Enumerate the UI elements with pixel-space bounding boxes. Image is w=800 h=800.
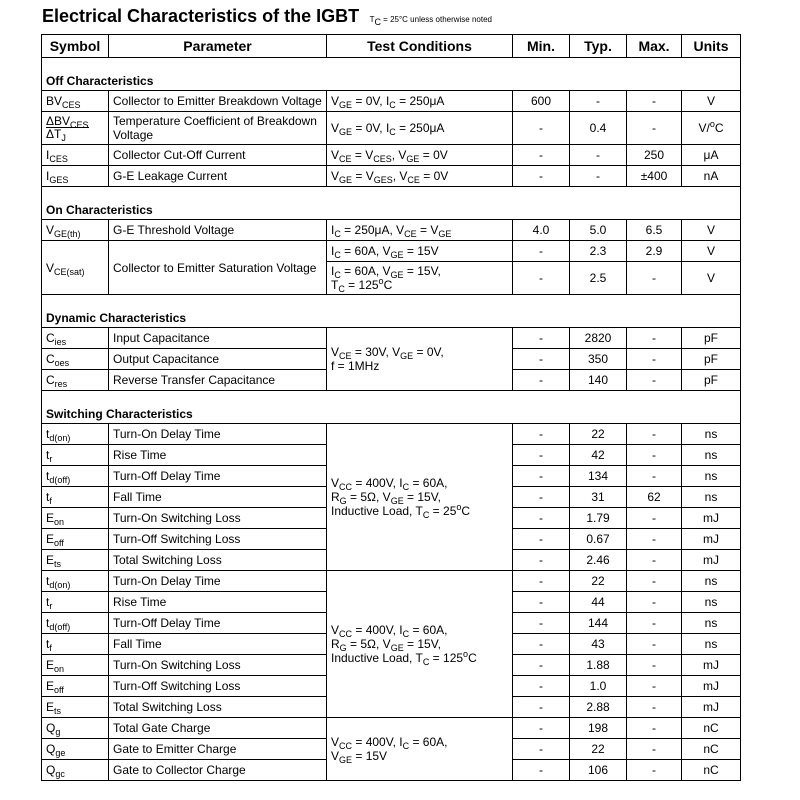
header-test-conditions: Test Conditions	[327, 35, 513, 58]
param-vgeth: G-E Threshold Voltage	[109, 220, 327, 241]
unit-vcesat1: V	[682, 241, 741, 262]
typ-dbv: 0.4	[570, 112, 627, 145]
min-iges: -	[513, 166, 570, 187]
header-parameter: Parameter	[109, 35, 327, 58]
page-title	[42, 6, 492, 27]
symbol-eon2: $E_{on}$	[46, 658, 65, 674]
min-eoff2: -	[513, 676, 570, 697]
min-tf1: -	[513, 487, 570, 508]
max-ices: 250	[627, 145, 682, 166]
max-iges: ±400	[627, 166, 682, 187]
symbol-cell	[42, 571, 109, 592]
param-dbv: Temperature Coefficient of Breakdown Voltage	[109, 112, 327, 145]
symbol-cell	[42, 760, 109, 781]
max-vgeth: 6.5	[627, 220, 682, 241]
symbol-cell	[42, 718, 109, 739]
symbol-cell	[42, 424, 109, 445]
max-coes: -	[627, 349, 682, 370]
unit-vgeth: V	[682, 220, 741, 241]
symbol-cell	[42, 91, 109, 112]
min-eoff1: -	[513, 529, 570, 550]
conditions-gate: $V_{CC} = 400V$, $I_C = 60A$, $V_{GE} = 15V$	[327, 718, 513, 781]
typ-tdon1: 22	[570, 424, 627, 445]
max-tdon2: -	[627, 571, 682, 592]
section-row-switching	[42, 391, 741, 424]
max-qge: -	[627, 739, 682, 760]
symbol-iges: $I_{GES}$	[46, 169, 69, 185]
max-dbv: -	[627, 112, 682, 145]
symbol-cell	[42, 166, 109, 187]
symbol-vcesat1: $V_{CE(sat)}$	[46, 260, 85, 277]
symbol-qgc: $Q_{gc}$	[46, 763, 65, 779]
unit-ets1: mJ	[682, 550, 741, 571]
conditions-dbv: $V_{GE} = 0V$, $I_C = 250\mu A$	[327, 112, 513, 145]
symbol-tdon2: $t_{d(on)}$	[46, 574, 71, 590]
max-vcesat2: -	[627, 262, 682, 295]
max-vcesat1: 2.9	[627, 241, 682, 262]
table-row	[42, 220, 741, 241]
symbol-tdon1: $t_{d(on)}$	[46, 427, 71, 443]
symbol-cies: $C_{ies}$	[46, 331, 67, 347]
symbol-cell	[42, 241, 109, 295]
symbol-cell	[42, 349, 109, 370]
max-ets1: -	[627, 550, 682, 571]
typ-eoff2: 1.0	[570, 676, 627, 697]
conditions-iges: $V_{GE} = V_{GES}$, $V_{CE} = 0V$	[327, 166, 513, 187]
typ-eon2: 1.88	[570, 655, 627, 676]
min-qgc: -	[513, 760, 570, 781]
max-tdoff1: -	[627, 466, 682, 487]
symbol-cell	[42, 487, 109, 508]
typ-cies: 2820	[570, 328, 627, 349]
section-title-switching: Switching Characteristics	[42, 391, 741, 424]
unit-tdoff2: ns	[682, 613, 741, 634]
param-vcesat1: Collector to Emitter Saturation Voltage	[109, 241, 327, 295]
max-tdon1: -	[627, 424, 682, 445]
header-max: Max.	[627, 35, 682, 58]
min-eon1: -	[513, 508, 570, 529]
unit-eon1: mJ	[682, 508, 741, 529]
symbol-dbv: $\frac{\Delta BV_{CES}}{\Delta T_J}$	[46, 114, 89, 143]
typ-tdoff2: 144	[570, 613, 627, 634]
min-tdon1: -	[513, 424, 570, 445]
max-cres: -	[627, 370, 682, 391]
unit-tdon1: ns	[682, 424, 741, 445]
param-eon1: Turn-On Switching Loss	[109, 508, 327, 529]
typ-iges: -	[570, 166, 627, 187]
typ-bvces: -	[570, 91, 627, 112]
min-qg: -	[513, 718, 570, 739]
unit-tdon2: ns	[682, 571, 741, 592]
max-cies: -	[627, 328, 682, 349]
param-tdon2: Turn-On Delay Time	[109, 571, 327, 592]
unit-tf2: ns	[682, 634, 741, 655]
section-row-on	[42, 187, 741, 220]
param-tdoff1: Turn-Off Delay Time	[109, 466, 327, 487]
param-coes: Output Capacitance	[109, 349, 327, 370]
header-symbol: Symbol	[42, 35, 109, 58]
symbol-tr2: $t_r$	[46, 595, 53, 611]
max-tr2: -	[627, 592, 682, 613]
symbol-cell	[42, 550, 109, 571]
unit-coes: pF	[682, 349, 741, 370]
section-title-on: On Characteristics	[42, 187, 741, 220]
conditions-dynamic: $V_{CE} = 30V$, $V_{GE} = 0V$, f = 1MHz	[327, 328, 513, 391]
typ-eoff1: 0.67	[570, 529, 627, 550]
symbol-cell	[42, 466, 109, 487]
symbol-cell	[42, 508, 109, 529]
param-tf1: Fall Time	[109, 487, 327, 508]
typ-tr1: 42	[570, 445, 627, 466]
param-tr2: Rise Time	[109, 592, 327, 613]
param-tr1: Rise Time	[109, 445, 327, 466]
symbol-ets2: $E_{ts}$	[46, 700, 62, 716]
table-row	[42, 241, 741, 262]
table-row	[42, 718, 741, 739]
symbol-eoff1: $E_{off}$	[46, 532, 64, 548]
max-qgc: -	[627, 760, 682, 781]
conditions-switch25: $V_{CC} = 400V$, $I_C = 60A$, $R_G = 5\Omega$, $V_{GE} = 15V$, Inductive Load, $T_C = 25^oC$	[327, 424, 513, 571]
min-cies: -	[513, 328, 570, 349]
symbol-ices: $I_{CES}$	[46, 148, 68, 164]
unit-iges: nA	[682, 166, 741, 187]
table-row	[42, 166, 741, 187]
conditions-ices: $V_{CE} = V_{CES}$, $V_{GE} = 0V$	[327, 145, 513, 166]
table-row	[42, 571, 741, 592]
typ-tr2: 44	[570, 592, 627, 613]
param-cies: Input Capacitance	[109, 328, 327, 349]
symbol-tdoff2: $t_{d(off)}$	[46, 616, 71, 632]
typ-vcesat2: 2.5	[570, 262, 627, 295]
unit-cies: pF	[682, 328, 741, 349]
table-row	[42, 145, 741, 166]
conditions-switch125: $V_{CC} = 400V$, $I_C = 60A$, $R_G = 5\Omega$, $V_{GE} = 15V$, Inductive Load, $T_C = 125^oC$	[327, 571, 513, 718]
param-qge: Gate to Emitter Charge	[109, 739, 327, 760]
param-eoff1: Turn-Off Switching Loss	[109, 529, 327, 550]
max-ets2: -	[627, 697, 682, 718]
table-row	[42, 328, 741, 349]
symbol-cell	[42, 592, 109, 613]
min-vcesat1: -	[513, 241, 570, 262]
min-cres: -	[513, 370, 570, 391]
unit-cres: pF	[682, 370, 741, 391]
symbol-tf1: $t_f$	[46, 490, 52, 506]
max-eoff1: -	[627, 529, 682, 550]
param-bvces: Collector to Emitter Breakdown Voltage	[109, 91, 327, 112]
symbol-cell	[42, 634, 109, 655]
typ-vgeth: 5.0	[570, 220, 627, 241]
unit-tdoff1: ns	[682, 466, 741, 487]
symbol-cell	[42, 529, 109, 550]
max-eon2: -	[627, 655, 682, 676]
min-dbv: -	[513, 112, 570, 145]
unit-tf1: ns	[682, 487, 741, 508]
min-ets1: -	[513, 550, 570, 571]
conditions-vcesat1: $I_C = 60A$, $V_{GE} = 15V$	[327, 241, 513, 262]
unit-eoff2: mJ	[682, 676, 741, 697]
table-row	[42, 112, 741, 145]
symbol-cres: $C_{res}$	[46, 373, 68, 389]
unit-tr1: ns	[682, 445, 741, 466]
typ-ets2: 2.88	[570, 697, 627, 718]
symbol-ets1: $E_{ts}$	[46, 553, 62, 569]
param-ets1: Total Switching Loss	[109, 550, 327, 571]
param-qg: Total Gate Charge	[109, 718, 327, 739]
conditions-vcesat2: $I_C = 60A$, $V_{GE} = 15V$, $T_C = 125^oC$	[327, 262, 513, 295]
header-min: Min.	[513, 35, 570, 58]
symbol-tr1: $t_r$	[46, 448, 53, 464]
symbol-cell	[42, 697, 109, 718]
conditions-bvces: $V_{GE} = 0V$, $I_C = 250\mu A$	[327, 91, 513, 112]
max-tf1: 62	[627, 487, 682, 508]
symbol-cell	[42, 445, 109, 466]
header-units: Units	[682, 35, 741, 58]
param-iges: G-E Leakage Current	[109, 166, 327, 187]
unit-qg: nC	[682, 718, 741, 739]
symbol-qg: $Q_g$	[46, 721, 61, 737]
symbol-eoff2: $E_{off}$	[46, 679, 64, 695]
typ-tdon2: 22	[570, 571, 627, 592]
typ-eon1: 1.79	[570, 508, 627, 529]
typ-tf2: 43	[570, 634, 627, 655]
typ-qgc: 106	[570, 760, 627, 781]
symbol-cell	[42, 613, 109, 634]
min-tdoff1: -	[513, 466, 570, 487]
unit-eon2: mJ	[682, 655, 741, 676]
min-tf2: -	[513, 634, 570, 655]
unit-qgc: nC	[682, 760, 741, 781]
table-row	[42, 91, 741, 112]
typ-tf1: 31	[570, 487, 627, 508]
unit-bvces: V	[682, 91, 741, 112]
symbol-cell	[42, 676, 109, 697]
typ-qg: 198	[570, 718, 627, 739]
symbol-cell	[42, 370, 109, 391]
param-tf2: Fall Time	[109, 634, 327, 655]
typ-coes: 350	[570, 349, 627, 370]
typ-ices: -	[570, 145, 627, 166]
title-conditions-note: $T_C = 25^\circ C$ unless otherwise noted	[369, 15, 492, 27]
param-eon2: Turn-On Switching Loss	[109, 655, 327, 676]
param-eoff2: Turn-Off Switching Loss	[109, 676, 327, 697]
typ-tdoff1: 134	[570, 466, 627, 487]
symbol-cell	[42, 112, 109, 145]
max-tf2: -	[627, 634, 682, 655]
unit-dbv: V/$^o$C	[682, 112, 741, 145]
section-row-off	[42, 58, 741, 91]
min-eon2: -	[513, 655, 570, 676]
unit-ices: μA	[682, 145, 741, 166]
symbol-qge: $Q_{ge}$	[46, 742, 66, 758]
min-vcesat2: -	[513, 262, 570, 295]
typ-ets1: 2.46	[570, 550, 627, 571]
param-ets2: Total Switching Loss	[109, 697, 327, 718]
min-coes: -	[513, 349, 570, 370]
typ-cres: 140	[570, 370, 627, 391]
symbol-tdoff1: $t_{d(off)}$	[46, 469, 71, 485]
igbt-characteristics-table	[41, 34, 741, 781]
symbol-cell	[42, 655, 109, 676]
symbol-cell	[42, 328, 109, 349]
min-tdoff2: -	[513, 613, 570, 634]
header-typ: Typ.	[570, 35, 627, 58]
min-tr1: -	[513, 445, 570, 466]
symbol-eon1: $E_{on}$	[46, 511, 65, 527]
min-ets2: -	[513, 697, 570, 718]
table-row	[42, 424, 741, 445]
param-tdoff2: Turn-Off Delay Time	[109, 613, 327, 634]
section-title-off: Off Characteristics	[42, 58, 741, 91]
min-tdon2: -	[513, 571, 570, 592]
typ-vcesat1: 2.3	[570, 241, 627, 262]
param-qgc: Gate to Collector Charge	[109, 760, 327, 781]
unit-tr2: ns	[682, 592, 741, 613]
symbol-cell	[42, 739, 109, 760]
max-tr1: -	[627, 445, 682, 466]
max-qg: -	[627, 718, 682, 739]
max-eoff2: -	[627, 676, 682, 697]
table-header-row	[42, 35, 741, 58]
section-row-dynamic	[42, 295, 741, 328]
symbol-tf2: $t_f$	[46, 637, 52, 653]
min-qge: -	[513, 739, 570, 760]
symbol-cell	[42, 145, 109, 166]
min-ices: -	[513, 145, 570, 166]
title-text: Electrical Characteristics of the IGBT	[42, 6, 360, 26]
min-vgeth: 4.0	[513, 220, 570, 241]
conditions-vgeth: $I_C = 250\mu A$, $V_{CE} = V_{GE}$	[327, 220, 513, 241]
param-tdon1: Turn-On Delay Time	[109, 424, 327, 445]
typ-qge: 22	[570, 739, 627, 760]
unit-ets2: mJ	[682, 697, 741, 718]
symbol-vgeth: $V_{GE(th)}$	[46, 223, 81, 239]
symbol-coes: $C_{oes}$	[46, 352, 70, 368]
min-bvces: 600	[513, 91, 570, 112]
param-cres: Reverse Transfer Capacitance	[109, 370, 327, 391]
section-title-dynamic: Dynamic Characteristics	[42, 295, 741, 328]
max-eon1: -	[627, 508, 682, 529]
unit-eoff1: mJ	[682, 529, 741, 550]
min-tr2: -	[513, 592, 570, 613]
symbol-bvces: $BV_{CES}$	[46, 94, 81, 110]
symbol-cell	[42, 220, 109, 241]
max-tdoff2: -	[627, 613, 682, 634]
max-bvces: -	[627, 91, 682, 112]
unit-qge: nC	[682, 739, 741, 760]
unit-vcesat2: V	[682, 262, 741, 295]
param-ices: Collector Cut-Off Current	[109, 145, 327, 166]
